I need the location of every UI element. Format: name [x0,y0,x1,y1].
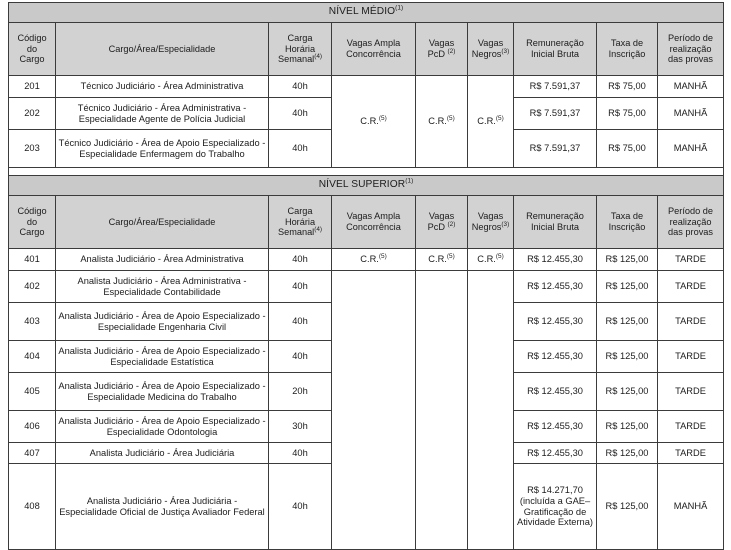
header-line: Inicial Bruta [530,49,579,59]
header-line: Período de [668,205,713,216]
header-line: Negros [471,49,502,59]
cell-taxa: R$ 125,00 [597,249,658,271]
cell-periodo: TARDE [658,443,724,464]
cell-vagas-ampla [332,249,416,271]
cell-codigo: 406 [9,411,56,443]
header-line: Vagas [428,38,455,49]
section-band-superscript: (1) [395,5,404,13]
merged-value: C.R. [360,254,379,265]
merged-superscript: (5) [378,114,387,122]
column-header-carga-horaria [269,196,332,249]
column-header-row [9,23,724,76]
header-line: realização [669,216,712,227]
cell-codigo: 202 [9,98,56,130]
column-header-cargo [56,23,269,76]
cell-periodo: TARDE [658,271,724,303]
header-line: Concorrência [346,222,401,232]
column-header-row [9,196,724,249]
cargos-table-nivel-medio [8,2,724,550]
table-row [9,271,724,303]
cell-taxa: R$ 125,00 [597,341,658,373]
cell-vagas-pcd-blank [416,271,468,550]
column-header-remuneracao [514,196,597,249]
cell-cargo: Analista Judiciário - Área de Apoio Especializado - Especialidade Odontologia [56,411,269,443]
cell-carga: 40h [269,303,332,341]
header-superscript: (3) [501,47,510,55]
header-line: Horária [284,43,316,54]
cell-vagas-pcd-merged [416,76,468,168]
header-line: Código [17,32,47,43]
cell-periodo: MANHÃ [658,464,724,550]
merged-superscript: (5) [446,252,455,260]
column-header-carga-horaria [269,23,332,76]
header-line: Remuneração [526,211,584,222]
cell-vagas-ampla-blank [332,271,416,550]
cell-carga: 40h [269,76,332,98]
cell-vagas-negros-blank [468,271,514,550]
column-header-cargo [56,196,269,249]
cell-periodo: MANHÃ [658,76,724,98]
header-line: Vagas [477,38,504,49]
merged-superscript: (5) [495,252,504,260]
cell-carga: 40h [269,98,332,130]
cell-vagas-negros [468,249,514,271]
cell-cargo: Analista Judiciário - Área Judiciária [56,443,269,464]
header-line: Carga [287,205,313,216]
cell-cargo: Analista Judiciário - Área Administrativa - Especialidade Contabilidade [56,271,269,303]
cell-carga: 40h [269,464,332,550]
section-band-row [9,176,724,196]
cell-remuneracao: R$ 7.591,37 [514,98,597,130]
header-line: das provas [668,227,713,238]
cell-cargo: Técnico Judiciário - Área Administrativa - Especialidade Agente de Polícia Judicial [56,98,269,130]
header-line: Remuneração [526,38,584,49]
header-line: Vagas [428,211,455,222]
column-header-vagas-negros [468,23,514,76]
cell-carga: 30h [269,411,332,443]
cell-periodo: MANHÃ [658,98,724,130]
header-line: do [26,43,38,54]
header-line: realização [669,43,712,54]
column-header-periodo [658,196,724,249]
cell-taxa: R$ 125,00 [597,303,658,341]
header-line: Carga [287,32,313,43]
header-line: Cargo [19,227,45,238]
table-row [9,249,724,271]
cell-periodo: TARDE [658,303,724,341]
cell-codigo: 203 [9,130,56,168]
header-line: Período de [668,32,713,43]
cell-periodo: TARDE [658,373,724,411]
header-line: Vagas [477,211,504,222]
cell-taxa: R$ 125,00 [597,464,658,550]
header-line: das provas [668,54,713,65]
section-band-nivel-superior [9,176,724,196]
cell-taxa: R$ 125,00 [597,271,658,303]
merged-superscript: (5) [495,114,504,122]
header-line: Concorrência [346,49,401,59]
merged-superscript: (5) [378,252,387,260]
cell-codigo: 403 [9,303,56,341]
cell-cargo: Técnico Judiciário - Área Administrativa [56,76,269,98]
cell-remuneracao: R$ 12.455,30 [514,411,597,443]
section-spacer [9,168,724,176]
table-body-nivel-medio [9,3,724,550]
cell-carga: 20h [269,373,332,411]
cell-carga: 40h [269,249,332,271]
column-header-remuneracao [514,23,597,76]
section-band-row [9,3,724,23]
cell-carga: 40h [269,341,332,373]
cell-cargo: Técnico Judiciário - Área de Apoio Especializado - Especialidade Enfermagem do Trabalho [56,130,269,168]
cell-cargo: Analista Judiciário - Área Judiciária - Especialidade Oficial de Justiça Avaliador Federal [56,464,269,550]
column-header-periodo [658,23,724,76]
column-header-vagas-pcd [416,23,468,76]
cell-remuneracao: R$ 14.271,70 (incluída a GAE–Gratificação de Atividade Externa) [514,464,597,550]
cell-remuneracao: R$ 12.455,30 [514,303,597,341]
header-line: Inicial Bruta [530,222,579,232]
header-line: Inscrição [608,222,646,232]
header-line: Taxa de [610,38,644,49]
cell-remuneracao: R$ 12.455,30 [514,341,597,373]
header-line: Horária [284,216,316,227]
cell-vagas-pcd [416,249,468,271]
header-line: Inscrição [608,49,646,59]
header-superscript: (3) [501,220,510,228]
cell-remuneracao: R$ 12.455,30 [514,443,597,464]
header-line: Semanal [277,227,315,238]
header-line: Cargo/Área/Especialidade [108,43,216,54]
cell-cargo: Analista Judiciário - Área de Apoio Especializado - Especialidade Medicina do Trabalho [56,373,269,411]
table-row [9,76,724,98]
cell-periodo: MANHÃ [658,130,724,168]
header-line: Vagas Ampla [346,211,401,222]
column-header-taxa [597,196,658,249]
merged-value: C.R. [477,254,496,265]
cell-remuneracao: R$ 7.591,37 [514,76,597,98]
cell-vagas-ampla-merged [332,76,416,168]
column-header-vagas-ampla [332,196,416,249]
merged-value: C.R. [428,254,447,265]
cell-periodo: TARDE [658,249,724,271]
cell-taxa: R$ 75,00 [597,98,658,130]
cell-taxa: R$ 75,00 [597,130,658,168]
cell-periodo: TARDE [658,411,724,443]
section-band-superscript: (1) [405,178,414,186]
column-header-taxa [597,23,658,76]
header-superscript: (4) [314,226,323,234]
section-band-nivel-medio [9,3,724,23]
header-line: PcD [427,222,448,232]
header-superscript: (2) [447,220,456,228]
header-line: Vagas Ampla [346,38,401,49]
cell-carga: 40h [269,443,332,464]
header-superscript: (4) [314,53,323,61]
cell-codigo: 402 [9,271,56,303]
cell-cargo: Analista Judiciário - Área de Apoio Especializado - Especialidade Estatística [56,341,269,373]
cell-cargo: Analista Judiciário - Área Administrativa [56,249,269,271]
cell-cargo: Analista Judiciário - Área de Apoio Especializado - Especialidade Engenharia Civil [56,303,269,341]
column-header-codigo [9,23,56,76]
cell-taxa: R$ 75,00 [597,76,658,98]
header-line: Semanal [277,54,315,65]
header-line: Cargo/Área/Especialidade [108,216,216,227]
column-header-codigo [9,196,56,249]
cell-vagas-negros-merged [468,76,514,168]
cell-carga: 40h [269,130,332,168]
cell-codigo: 401 [9,249,56,271]
merged-value: C.R. [477,116,496,127]
header-line: Código [17,205,47,216]
cell-remuneracao: R$ 12.455,30 [514,271,597,303]
column-header-vagas-pcd [416,196,468,249]
header-line: Taxa de [610,211,644,222]
merged-value: C.R. [428,116,447,127]
cell-codigo: 407 [9,443,56,464]
cell-remuneracao: R$ 7.591,37 [514,130,597,168]
cell-remuneracao: R$ 12.455,30 [514,373,597,411]
header-line: Negros [471,222,502,232]
column-header-vagas-negros [468,196,514,249]
column-header-vagas-ampla [332,23,416,76]
section-band-label: NÍVEL SUPERIOR [318,179,406,191]
cell-remuneracao: R$ 12.455,30 [514,249,597,271]
cell-codigo: 405 [9,373,56,411]
cell-codigo: 201 [9,76,56,98]
header-superscript: (2) [447,47,456,55]
cell-codigo: 404 [9,341,56,373]
cell-taxa: R$ 125,00 [597,373,658,411]
cell-taxa: R$ 125,00 [597,411,658,443]
cell-taxa: R$ 125,00 [597,443,658,464]
cell-periodo: TARDE [658,341,724,373]
cell-codigo: 408 [9,464,56,550]
section-band-label: NÍVEL MÉDIO [328,6,396,18]
header-line: Cargo [19,54,45,65]
cell-carga: 40h [269,271,332,303]
header-line: PcD [427,49,448,59]
header-line: do [26,216,38,227]
merged-superscript: (5) [446,114,455,122]
merged-value: C.R. [360,116,379,127]
